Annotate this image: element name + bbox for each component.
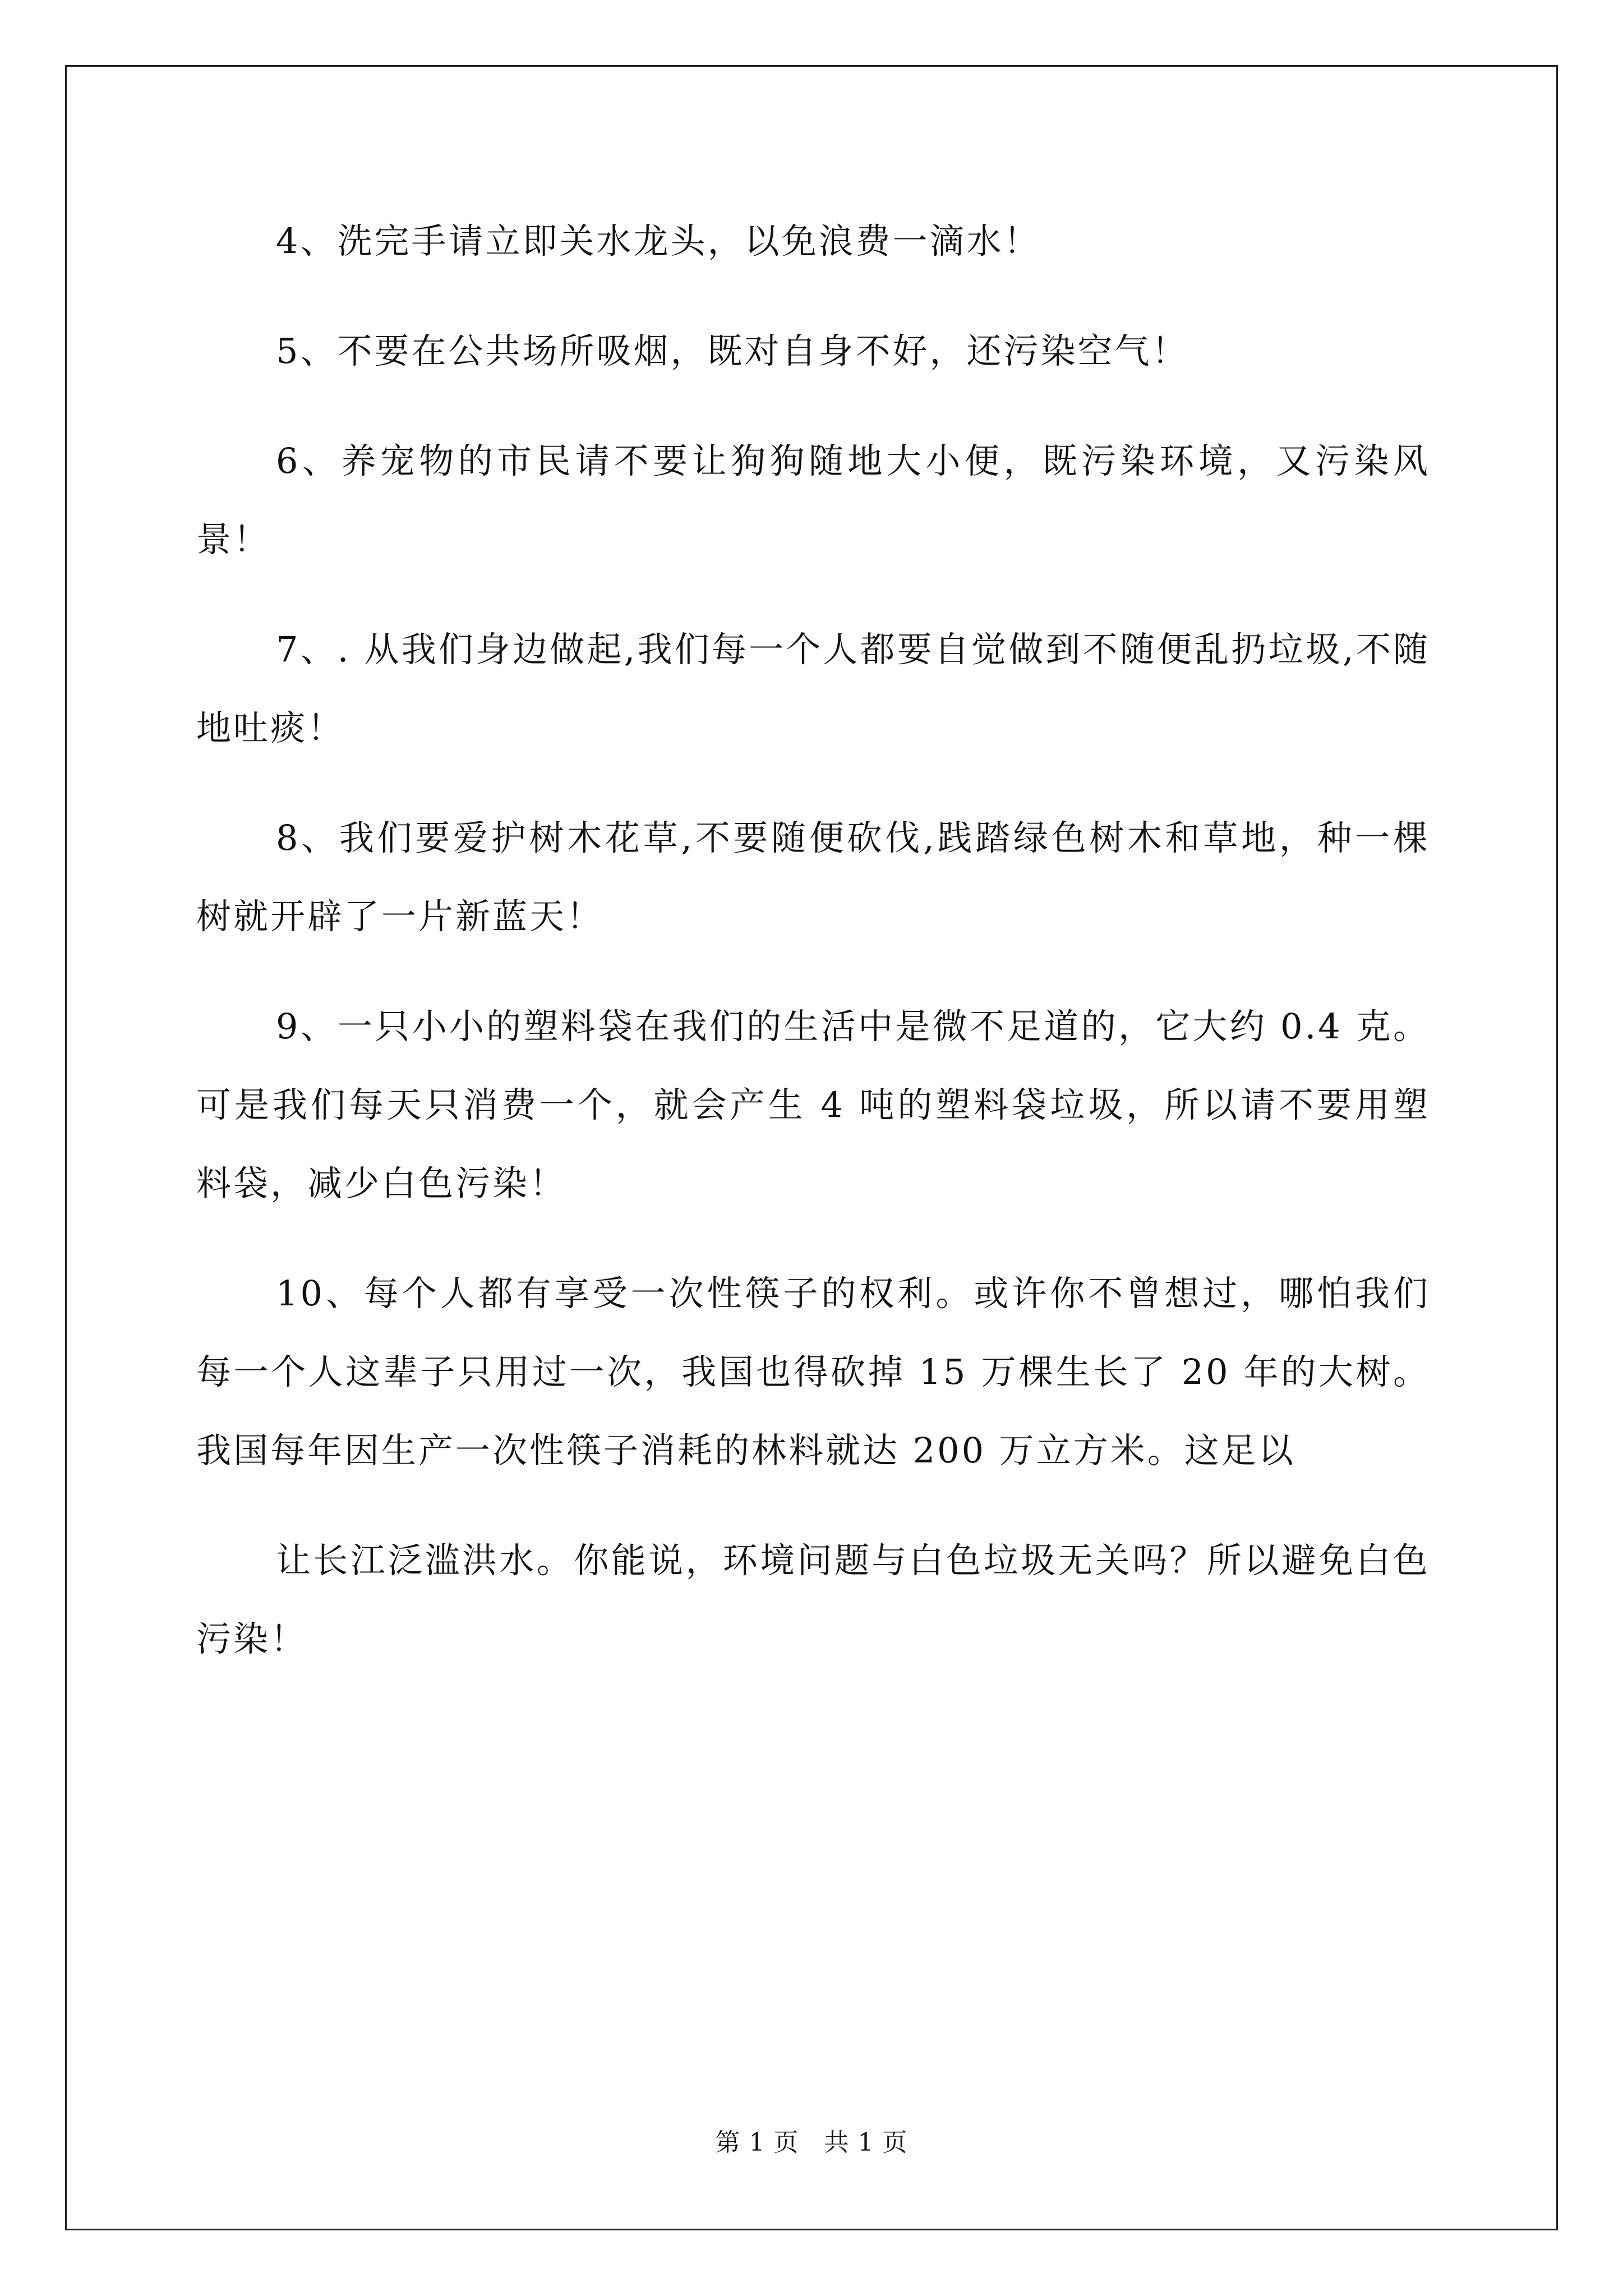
paragraph-10: 10、每个人都有享受一次性筷子的权利。或许你不曾想过，哪怕我们每一个人这辈子只用过一次，我国也得砍掉 15 万棵生长了 20 年的大树。我国每年因生产一次性筷子消耗的林料就达 200 万立方米。这足以 <box>196 1273 1430 1471</box>
paragraph-9: 9、一只小小的塑料袋在我们的生活中是微不足道的，它大约 0.4 克。可是我们每天只消费一个，就会产生 4 吨的塑料袋垃圾，所以请不要用塑料袋，减少白色污染！ <box>196 1006 1430 1204</box>
page-number-footer: 第 1 页 共 1 页 <box>715 2128 908 2157</box>
paragraph-7: 7、. 从我们身边做起,我们每一个人都要自觉做到不随便乱扔垃圾,不随地吐痰！ <box>196 629 1430 748</box>
paragraph-10-continued: 让长江泛滥洪水。你能说，环境问题与白色垃圾无关吗？所以避免白色污染！ <box>196 1540 1430 1659</box>
paragraph-5: 5、不要在公共场所吸烟，既对自身不好，还污染空气！ <box>276 330 1189 371</box>
paragraph-4: 4、洗完手请立即关水龙头，以免浪费一滴水！ <box>276 220 1041 261</box>
paragraph-6: 6、养宠物的市民请不要让狗狗随地大小便，既污染环境，又污染风景！ <box>196 440 1430 560</box>
paragraph-8: 8、我们要爱护树木花草,不要随便砍伐,践踏绿色树木和草地，种一棵树就开辟了一片新蓝天！ <box>196 817 1430 937</box>
document-body <box>196 202 1430 1710</box>
